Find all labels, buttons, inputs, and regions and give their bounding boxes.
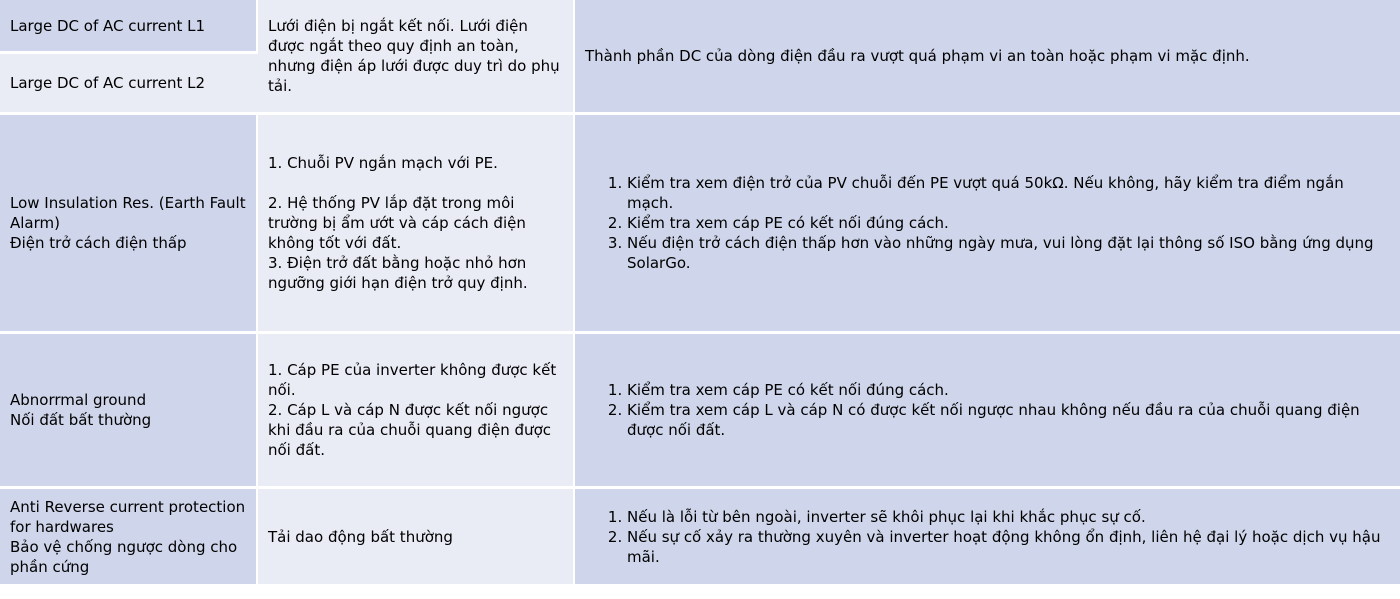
solution-item: 1. Nếu là lỗi từ bên ngoài, inverter sẽ khôi phục lại khi khắc phục sự cố. (627, 507, 1390, 527)
fault-name-vi: Điện trở cách điện thấp (10, 234, 187, 252)
solution-item: 1. Kiểm tra xem điện trở của PV chuỗi đến PE vượt quá 50kΩ. Nếu không, hãy kiểm tra điểm ngắn mạch. (627, 173, 1390, 213)
table-row (0, 488, 1400, 586)
table-row (0, 333, 1400, 488)
solution-item: 2. Nếu sự cố xảy ra thường xuyên và inverter hoạt động không ổn định, liên hệ đại lý hoặc dịch vụ hậu mãi. (627, 527, 1390, 567)
solution-item: 2. Kiểm tra xem cáp PE có kết nối đúng cách. (627, 213, 1390, 233)
fault-cause-cell (257, 114, 574, 333)
solution-item: 1. Kiểm tra xem cáp PE có kết nối đúng cách. (627, 380, 1390, 400)
solution-list (585, 173, 1390, 273)
fault-name-cell (0, 0, 257, 53)
fault-name: Large DC of AC current L1 (10, 16, 206, 35)
fault-cause-cell (257, 0, 574, 114)
fault-name: Abnorrmal ground (10, 391, 147, 409)
table-row (0, 114, 1400, 333)
cause-item: 2. Cáp L và cáp N được kết nối ngược khi đầu ra của chuỗi quang điện được nối đất. (268, 401, 551, 459)
fault-name-cell (0, 53, 257, 114)
cause-item: 1. Chuỗi PV ngắn mạch với PE. (268, 154, 498, 172)
fault-name-cell (0, 333, 257, 488)
cause-gap (268, 173, 563, 193)
cause-item: 3. Điện trở đất bằng hoặc nhỏ hơn ngưỡng giới hạn điện trở quy định. (268, 254, 528, 292)
fault-cause-cell (257, 488, 574, 586)
fault-name: Anti Reverse current protection for hardwares (10, 497, 246, 536)
fault-name: Large DC of AC current L2 (10, 74, 206, 92)
fault-solution-cell (574, 0, 1400, 114)
cause-item: 2. Hệ thống PV lắp đặt trong môi trường bị ẩm ướt và cáp cách điện không tốt với đất. (268, 194, 526, 252)
solution-list (585, 380, 1390, 440)
cause-item: 1. Cáp PE của inverter không được kết nối. (268, 361, 557, 399)
solution-list (585, 507, 1390, 567)
fault-name-vi: Nối đất bất thường (10, 411, 152, 429)
fault-cause: Lưới điện bị ngắt kết nối. Lưới điện được ngắt theo quy định an toàn, nhưng điện áp lưới được duy trì do phụ tải. (268, 17, 560, 95)
fault-name-cell (0, 488, 257, 586)
fault-solution-cell (574, 488, 1400, 586)
cause-item: Tải dao động bất thường (268, 527, 453, 546)
solution-item: 2. Kiểm tra xem cáp L và cáp N có được kết nối ngược nhau không nếu đầu ra của chuỗi quang điện được nối đất. (627, 400, 1390, 440)
fault-name-vi: Bảo vệ chống ngược dòng cho phần cứng (10, 537, 238, 576)
fault-solution: Thành phần DC của dòng điện đầu ra vượt quá phạm vi an toàn hoặc phạm vi mặc định. (585, 47, 1250, 65)
fault-cause-cell (257, 333, 574, 488)
fault-solution-cell (574, 114, 1400, 333)
fault-name: Low Insulation Res. (Earth Fault Alarm) (10, 194, 246, 232)
table-row (0, 0, 1400, 53)
fault-name-cell (0, 114, 257, 333)
fault-solution-cell (574, 333, 1400, 488)
solution-item: 3. Nếu điện trở cách điện thấp hơn vào những ngày mưa, vui lòng đặt lại thông số ISO bằng ứng dụng SolarGo. (627, 233, 1390, 273)
